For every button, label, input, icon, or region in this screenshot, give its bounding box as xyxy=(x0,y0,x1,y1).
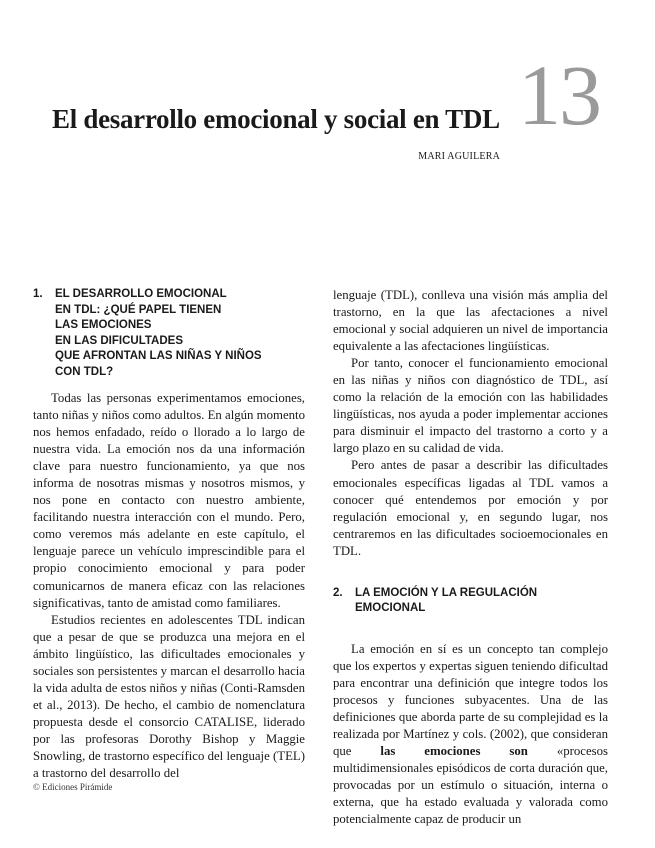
body-paragraph-continuation: lenguaje (TDL), conlleva una visión más amplia del trastorno, en la que las afectaciones a nivel emocional y social adquieren un nivel de importancia equivalente a las afectaciones lingüísticas. xyxy=(333,288,608,354)
section-1-heading-line: CON TDL? xyxy=(55,365,114,378)
body-paragraph: Por tanto, conocer el funcionamiento emocional en las niñas y niños con diagnóstico de TDL, así como la relación de la emoción con las habilidades lingüísticas, nos ayuda a poder implementar acciones para disminuir el impacto del trastorno a corto y a largo plazo en su calidad de vida. xyxy=(333,356,608,456)
body-paragraph: Todas las personas experimentamos emociones, tanto niñas y niños como adultos. En algún momento nos hemos enfadado, reído o llorado a lo largo de nuestra vida. La emoción nos da una información clave para nuestro funcionamiento, ya que nos informa de nosotras mismas y nosotros mismos, y nos pone en contacto con nuestro ambiente, facilitando nuestra interacción con el mundo. Pero, como veremos más adelante en este capítulo, el lenguaje parece un vehículo imprescindible para el propio conocimiento emocional y para poder comunicarnos de manera eficaz con las relaciones significativas, tanto de amistad como familiares. xyxy=(33,391,305,610)
section-2-heading-line: LA EMOCIÓN Y LA REGULACIÓN xyxy=(355,586,538,599)
section-1-heading-line: EL DESARROLLO EMOCIONAL xyxy=(55,288,227,300)
paragraph-text: «procesos multidimensionales episódicos de corta duración que, provocadas por un estímulo o situación, interna o externa, que ha estado evaluada y valorada como potencialmente capaz de producir un xyxy=(333,744,609,827)
footer-copyright: © Ediciones Pirámide xyxy=(33,782,113,792)
chapter-number: 13 xyxy=(518,47,600,143)
section-1-heading-line: LAS EMOCIONES xyxy=(55,319,152,331)
body-paragraph: Pero antes de pasar a describir las dificultades emocionales específicas ligadas al TDL vamos a conocer qué entendemos por emoción y por regulación emocional y, en segundo lugar, nos centraremos en las dificultades socioemocionales en TDL. xyxy=(333,458,608,558)
section-2-heading xyxy=(333,586,608,617)
body-paragraph xyxy=(333,641,608,829)
section-1-heading-line: EN TDL: ¿QUÉ PAPEL TIENEN xyxy=(55,303,222,316)
right-column xyxy=(333,287,608,828)
chapter-title: El desarrollo emocional y social en TDL xyxy=(52,104,500,134)
chapter-author: MARI AGUILERA xyxy=(418,151,500,162)
paragraph-text: La emoción en sí es un concepto tan complejo que los expertos y expertas siguen teniendo dificultad para encontrar una definición que integre todos los procesos y funciones subyacentes. Una de las definiciones que aborda parte de su complejidad es la realizada por Martínez y cols. (2002), que consideran que xyxy=(333,641,608,759)
section-1-heading-line: QUE AFRONTAN LAS NIÑAS Y NIÑOS xyxy=(55,350,262,362)
section-1-heading-line: EN LAS DIFICULTADES xyxy=(55,334,183,347)
left-column xyxy=(33,287,305,782)
section-2-number: 2. xyxy=(333,586,343,599)
section-1-heading xyxy=(33,287,305,380)
emphasis-text: las emociones son xyxy=(380,744,528,759)
body-paragraph: Estudios recientes en adolescentes TDL indican que a pesar de que se produzca una mejora en el ámbito lingüístico, las dificultades emocionales y sociales son persistentes y marcan el desarrollo hacia la vida adulta de estos niños y niñas (Conti-Ramsden et al., 2013). De hecho, el cambio de nomenclatura propuesta desde el consorcio CATALISE, liderado por las profesoras Dorothy Bishop y Maggie Snowling, de trastorno específico del lenguaje (TEL) a trastorno del desarrollo del xyxy=(33,612,305,781)
section-2-heading-line: EMOCIONAL xyxy=(355,602,426,615)
section-1-number: 1. xyxy=(33,288,43,300)
